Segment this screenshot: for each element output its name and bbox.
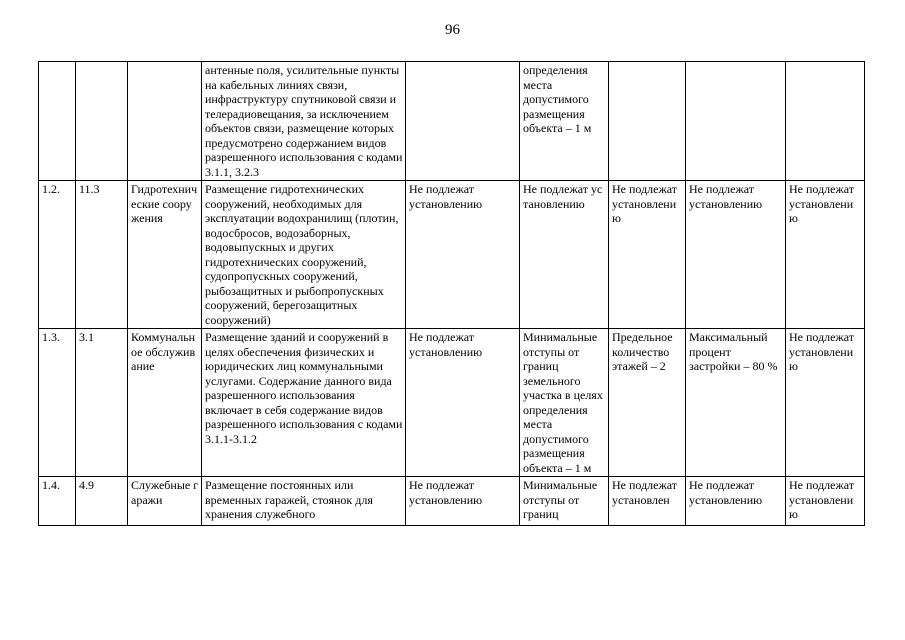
- zoning-table: [38, 61, 865, 526]
- use-name: Коммунальное обслуживание: [128, 329, 202, 477]
- use-description: антенные поля, усилительные пункты на кабельных линиях связи, инфраструктуру спутниковой связи и телерадиовещания, за исключением объектов связи, размещение которых предусмотрено содержанием видов разрешенного использования с кодами 3.1.1, 3.2.3: [202, 62, 406, 181]
- cell-col7: Не подлежат установлению: [609, 181, 686, 329]
- cell-col6: Минимальные отступы от границ: [520, 477, 609, 526]
- table-row: [39, 181, 865, 329]
- cell-col9: Не подлежат установлению: [786, 181, 865, 329]
- cell-col5: Не подлежат установлению: [406, 477, 520, 526]
- row-number: 1.4.: [39, 477, 76, 526]
- cell-col8: Максимальный процент застройки – 80 %: [686, 329, 786, 477]
- use-name: Служебные гаражи: [128, 477, 202, 526]
- cell-col8: Не подлежат установлению: [686, 181, 786, 329]
- cell-col8: [686, 62, 786, 181]
- table-row: [39, 62, 865, 181]
- use-code: [76, 62, 128, 181]
- use-name: Гидротехнические сооружения: [128, 181, 202, 329]
- use-description: Размещение гидротехнических сооружений, необходимых для эксплуатации водохранилищ (плотин, водосбросов, водозаборных, водовыпускных и других гидротехнических сооружений, судопропускных сооружений, рыбозащитных и рыбопропускных сооружений, берегозащитных сооружений): [202, 181, 406, 329]
- table-row: [39, 329, 865, 477]
- cell-col6: Не подлежат установлению: [520, 181, 609, 329]
- cell-col5: Не подлежат установлению: [406, 181, 520, 329]
- row-number: [39, 62, 76, 181]
- cell-col5: Не подлежат установлению: [406, 329, 520, 477]
- cell-col5: [406, 62, 520, 181]
- use-description: Размещение постоянных или временных гаражей, стоянок для хранения служебного: [202, 477, 406, 526]
- use-code: 3.1: [76, 329, 128, 477]
- page-number: 96: [445, 22, 460, 38]
- cell-col8: Не подлежат установлению: [686, 477, 786, 526]
- cell-col9: Не подлежат установлению: [786, 329, 865, 477]
- table-row: [39, 477, 865, 526]
- cell-col6: Минимальные отступы от границ земельного участка в целях определения места допустимого размещения объекта – 1 м: [520, 329, 609, 477]
- use-description: Размещение зданий и сооружений в целях обеспечения физических и юридических лиц коммунальными услугами. Содержание данного вида разрешенного использования включает в себя содержание видов разрешенного использования с кодами 3.1.1-3.1.2: [202, 329, 406, 477]
- cell-col7: Предельное количество этажей – 2: [609, 329, 686, 477]
- cell-col9: [786, 62, 865, 181]
- cell-col6: определения места допустимого размещения объекта – 1 м: [520, 62, 609, 181]
- use-name: [128, 62, 202, 181]
- use-code: 4.9: [76, 477, 128, 526]
- cell-col7: Не подлежат установлен: [609, 477, 686, 526]
- row-number: 1.3.: [39, 329, 76, 477]
- cell-col7: [609, 62, 686, 181]
- use-code: 11.3: [76, 181, 128, 329]
- row-number: 1.2.: [39, 181, 76, 329]
- cell-col9: Не подлежат установлению: [786, 477, 865, 526]
